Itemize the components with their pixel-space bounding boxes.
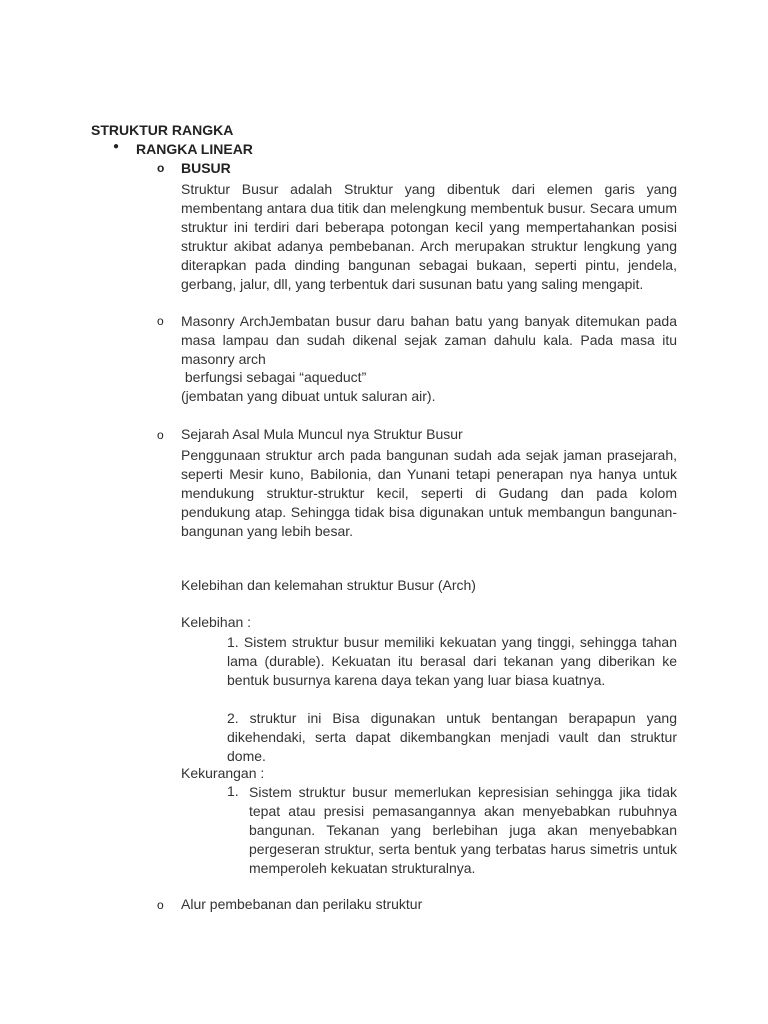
heading-kelebihan-kelemahan: Kelebihan dan kelemahan struktur Busur (Arch) xyxy=(181,577,476,593)
paragraph-sejarah: Penggunaan struktur arch pada bangunan sudah ada sejak jaman prasejarah, seperti Mesir kuno, Babilonia, dan Yunani tetapi penerapan nya hanya untuk mendukung struktur-struktur kecil, seperti di Gudang dan pada kolom pendukung atap. Sehingga tidak bisa digunakan untuk membangun bangunan-bangunan yang lebih besar. xyxy=(181,447,677,539)
bullet-circle-icon: o xyxy=(157,314,164,328)
masonry-line-saluran: (jembatan yang dibuat untuk saluran air). xyxy=(181,388,436,404)
bullet-circle-icon: o xyxy=(157,428,164,442)
bullet-circle-icon: o xyxy=(157,898,164,912)
subsection-heading-sejarah: Sejarah Asal Mula Muncul nya Struktur Busur xyxy=(181,426,463,442)
kelebihan-item-1: 1. Sistem struktur busur memiliki kekuatan yang tinggi, sehingga tahan lama (durable). Kekuatan itu berasal dari tekanan yang diberikan ke bentuk busurnya karena daya tekan yang luar biasa kuatnya. xyxy=(227,634,677,688)
bullet-dot-icon: ● xyxy=(113,141,120,152)
masonry-line-aqueduct: berfungsi sebagai “aqueduct” xyxy=(181,369,367,385)
kelebihan-item-2: 2. struktur ini Bisa digunakan untuk bentangan berapapun yang dikehendaki, serta dapat dikembangkan menjadi vault dan struktur dome. xyxy=(227,710,677,764)
subsection-heading-busur: BUSUR xyxy=(181,160,231,176)
subsection-heading-alur: Alur pembebanan dan perilaku struktur xyxy=(181,896,423,912)
bullet-circle-icon: o xyxy=(157,161,165,175)
label-kelebihan: Kelebihan : xyxy=(181,614,252,630)
document-title: STRUKTUR RANGKA xyxy=(91,122,234,138)
paragraph-masonry-arch: Masonry ArchJembatan busur daru bahan batu yang banyak ditemukan pada masa lampau dan sudah dikenal sejak zaman dahulu kala. Pada masa itu masonry arch xyxy=(181,313,677,367)
section-heading-rangka-linear: RANGKA LINEAR xyxy=(136,141,253,157)
kekurangan-item-1-number: 1. xyxy=(227,783,239,799)
kekurangan-item-1: Sistem struktur busur memerlukan kepresisian sehingga jika tidak tepat atau presisi pemasangannya akan menyebabkan rubuhnya bangunan. Tekanan yang berlebihan juga akan menyebabkan pergeseran struktur, serta bentuk yang terbatas harus simetris untuk memperoleh kekuatan strukturalnya. xyxy=(249,784,677,876)
paragraph-busur: Struktur Busur adalah Struktur yang dibentuk dari elemen garis yang membentang antara dua titik dan melengkung membentuk busur. Secara umum struktur ini terdiri dari beberapa potongan kecil yang mempertahankan posisi struktur akibat adanya pembebanan. Arch merupakan struktur lengkung yang diterapkan pada dinding bangunan sebagai bukaan, seperti pintu, jendela, gerbang, jalur, dll, yang terbentuk dari susunan batu yang saling mengapit. xyxy=(181,181,677,292)
label-kekurangan: Kekurangan : xyxy=(181,765,265,781)
